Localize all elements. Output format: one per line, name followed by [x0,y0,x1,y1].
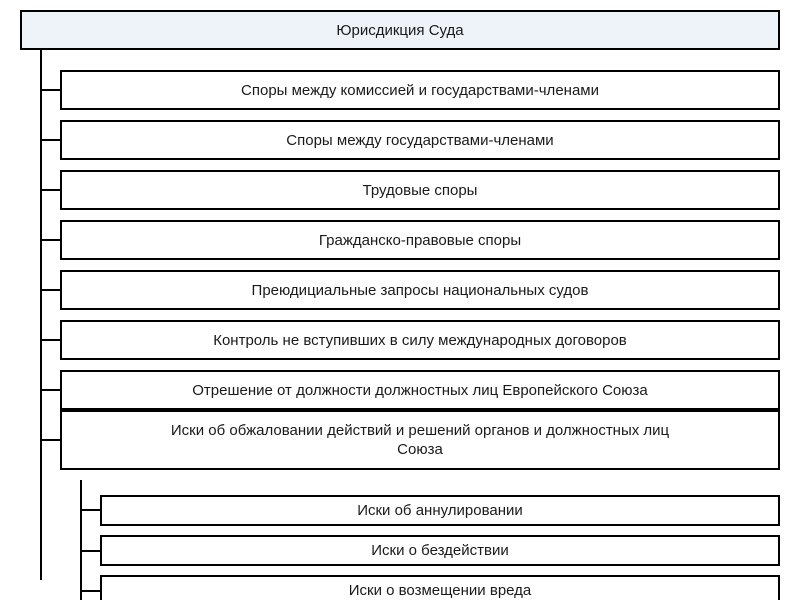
node-preliminary-references [60,270,780,310]
connector-item-2 [40,139,62,141]
node-label: Споры между государствами-членами [286,131,554,149]
sub-trunk-connector [80,480,82,600]
node-inaction-actions [100,535,780,566]
node-appeals-against-actions [60,410,780,470]
node-label: Иски о бездействии [371,542,509,559]
connector-item-8 [40,439,62,441]
connector-item-1 [40,89,62,91]
node-treaty-control [60,320,780,360]
node-label: Контроль не вступивших в силу международных договоров [213,331,627,349]
connector-item-6 [40,339,62,341]
connector-item-7 [40,389,62,391]
node-damages-actions [100,575,780,600]
root-label: Юрисдикция Суда [336,21,464,39]
node-civil-disputes [60,220,780,260]
node-labour-disputes [60,170,780,210]
node-label-line-2: Союза [397,441,443,458]
main-trunk-connector [40,50,42,580]
node-label: Гражданско-правовые споры [318,231,522,249]
node-label: Преюдициальные запросы национальных судов [251,281,589,299]
node-label: Трудовые споры [362,181,478,199]
root-node [20,10,780,50]
node-label: Иски о возмещении вреда [348,582,532,599]
node-annulment-actions [100,495,780,526]
connector-item-3 [40,189,62,191]
node-official-dismissal [60,370,780,410]
connector-item-4 [40,239,62,241]
connector-subitem-2 [80,550,102,552]
node-label: Отрешение от должности должностных лиц Европейского Союза [192,381,648,399]
connector-item-5 [40,289,62,291]
connector-subitem-3 [80,590,102,592]
node-label: Иски об аннулировании [357,502,523,519]
node-commission-member-state-disputes [60,70,780,110]
node-member-state-disputes [60,120,780,160]
connector-subitem-1 [80,509,102,511]
node-label: Споры между комиссией и государствами-членами [241,81,599,99]
node-label-line-1: Иски об обжаловании действий и решений органов и должностных лиц [170,422,670,439]
